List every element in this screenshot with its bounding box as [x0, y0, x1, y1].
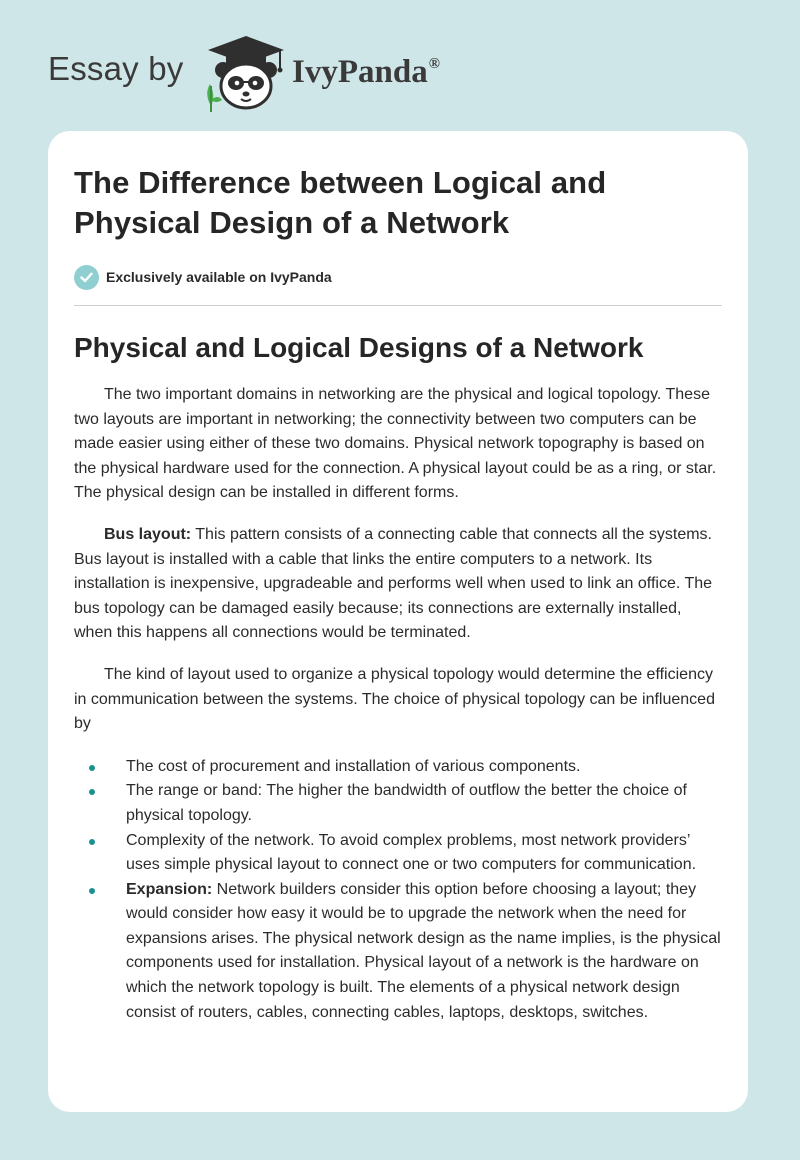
bullet-icon: [89, 888, 95, 894]
list-item: The range or band: The higher the bandwidth of outflow the better the choice of physical topology.: [126, 779, 722, 828]
panda-logo-icon[interactable]: [202, 34, 290, 114]
list-item: Expansion: Network builders consider this option before choosing a layout; they would consider how easy it would be to upgrade the network when the need for expansions arises. The physical network design as the name implies, is the physical components used for installation. Physical layout of a network is the hardware on which the network topology is built. The elements of a physical network design consist of routers, cables, connecting cables, laptops, desktops, switches.: [126, 878, 722, 1026]
list-item: The cost of procurement and installation of various components.: [126, 755, 722, 780]
bullet-icon: [89, 839, 95, 845]
bullet-list: [74, 755, 722, 1026]
paragraph-1: The two important domains in networking are the physical and logical topology. These two layouts are important in networking; the connectivity between two computers can be made easier using either of these two domains. Physical network topography is based on the physical hardware used for the connection. A physical layout could be as a ring, or star. The physical design can be installed in different forms.: [74, 386, 717, 502]
essay-card: [48, 131, 748, 1112]
essay-title: The Difference between Logical and Physical Design of a Network: [74, 165, 607, 240]
brand-header: [48, 28, 488, 118]
paragraph-lead: Bus layout:: [104, 525, 192, 543]
list-item: Complexity of the network. To avoid complex problems, most network providers’ uses simple physical layout to connect one or two computers for communication.: [126, 829, 722, 878]
paragraph-3: The kind of layout used to organize a physical topology would determine the efficiency in communication between the systems. The choice of physical topology can be influenced by: [74, 665, 715, 733]
badge-text: Exclusively available on IvyPanda: [106, 269, 332, 285]
brand-name[interactable]: IvyPanda®: [292, 54, 440, 90]
exclusive-badge: [74, 263, 722, 291]
registered-mark: ®: [428, 56, 440, 72]
paragraph-2: Bus layout: This pattern consists of a connecting cable that connects all the systems. Bus layout is installed with a cable that links the entire computers to a network. Its installation is inexpensive, upgradeable and performs well when used to link an office. The bus topology can be damaged easily because; its connections are externally installed, when this happens all connections would be terminated.: [74, 525, 713, 642]
bullet-icon: [89, 765, 95, 771]
brand-prefix: Essay by: [48, 50, 184, 87]
check-icon: [74, 265, 99, 290]
bullet-icon: [89, 789, 95, 795]
section-heading: Physical and Logical Designs of a Network: [74, 332, 644, 363]
divider: [74, 305, 722, 306]
bullet-lead: Expansion:: [126, 880, 213, 898]
